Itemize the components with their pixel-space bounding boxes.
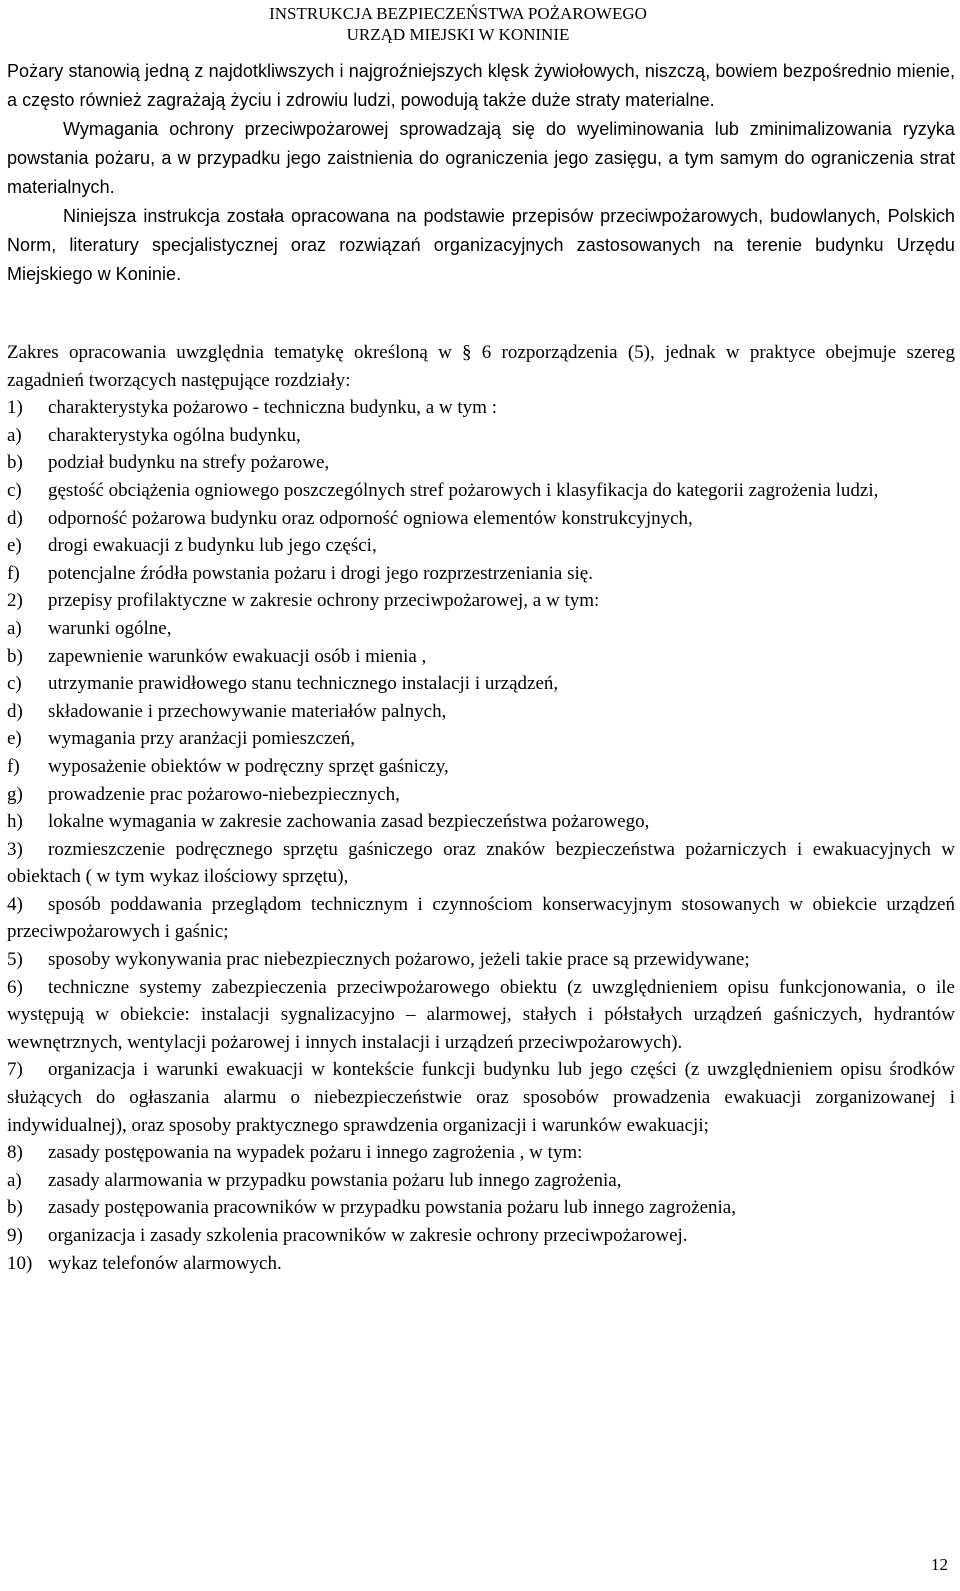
list-item <box>7 698 955 726</box>
list-item <box>7 1056 955 1139</box>
list-item-number: f) <box>7 562 20 584</box>
list-item-number: 1) <box>7 397 23 419</box>
list-item-number: 2) <box>7 590 23 612</box>
list-item <box>7 1250 955 1278</box>
list-item <box>7 615 955 643</box>
list-item-text: warunki ogólne, <box>48 617 172 639</box>
list-item <box>7 836 955 891</box>
list-item <box>7 946 955 974</box>
page-number: 12 <box>931 1555 948 1574</box>
header-subtitle: URZĄD MIEJSKI W KONINIE <box>346 25 570 44</box>
list-item-number: f) <box>7 755 20 777</box>
list-item <box>7 753 955 781</box>
list-item-text: wyposażenie obiektów w podręczny sprzęt gaśniczy, <box>48 755 449 777</box>
list-item-text: zapewnienie warunków ewakuacji osób i mienia , <box>48 645 427 667</box>
list-item-text: składowanie i przechowywanie materiałów palnych, <box>48 700 447 722</box>
intro-paragraph: Pożary stanowią jedną z najdotkliwszych i najgroźniejszych klęsk żywiołowych, niszczą, bowiem bezpośrednio mienie, a często również zagrażają życiu i zdrowiu ludzi, powodują także duże straty materialne. <box>7 61 955 110</box>
list-item-text: charakterystyka ogólna budynku, <box>48 424 301 446</box>
list-item-text: organizacja i warunki ewakuacji w kontekście funkcji budynku lub jego części (z uwzględnieniem opisu środków służących do ogłaszania alarmu o niebezpieczeństwie oraz sposobów prowadzenia ewakuacji zorganizowanej i indywidualnej), oraz sposoby praktycznego sprawdzenia organizacji i warunków ewakuacji; <box>7 1059 955 1136</box>
list-item-number: 8) <box>7 1142 23 1164</box>
list-item-text: lokalne wymagania w zakresie zachowania zasad bezpieczeństwa pożarowego, <box>48 811 650 833</box>
scope-intro: Zakres opracowania uwzględnia tematykę określoną w § 6 rozporządzenia (5), jednak w praktyce obejmuje szereg zagadnień tworzących następujące rozdziały: <box>7 342 955 391</box>
list-item-text: podział budynku na strefy pożarowe, <box>48 452 330 474</box>
list-item-text: zasady postępowania pracowników w przypadku powstania pożaru lub innego zagrożenia, <box>48 1197 736 1219</box>
list-item <box>7 422 955 450</box>
list-item-number: b) <box>7 645 23 667</box>
intro-paragraph: Niniejsza instrukcja została opracowana na podstawie przepisów przeciwpożarowych, budowlanych, Polskich Norm, literatury specjalistycznej oraz rozwiązań organizacyjnych zastosowanych na terenie budynku Urzędu Miejskiego w Koninie. <box>7 206 955 284</box>
list-item <box>7 725 955 753</box>
list-item-text: utrzymanie prawidłowego stanu technicznego instalacji i urządzeń, <box>48 673 559 695</box>
list-item <box>7 974 955 1057</box>
list-item-text: organizacja i zasady szkolenia pracowników w zakresie ochrony przeciwpożarowej. <box>48 1225 688 1246</box>
list-item-text: rozmieszczenie podręcznego sprzętu gaśniczego oraz znaków bezpieczeństwa pożarniczych i ewakuacyjnych w obiektach ( w tym wykaz ilościowy sprzętu), <box>7 838 955 888</box>
list-item <box>7 505 955 533</box>
page-header <box>0 3 960 45</box>
list-item-number: h) <box>7 811 23 833</box>
list-item-number: a) <box>7 1169 22 1191</box>
list-item-text: techniczne systemy zabezpieczenia przeciwpożarowego obiektu (z uwzględnieniem opisu funkcjonowania, o ile występują w obiekcie: instalacji sygnalizacyjno – alarmowej, stałych i półstałych urządzeń gaśniczych, hydrantów wewnętrznych, wentylacji pożarowej i innych instalacji i urządzeń przeciwpożarowych). <box>7 976 955 1053</box>
list-item-number: 7) <box>7 1059 23 1081</box>
list-item-text: przepisy profilaktyczne w zakresie ochrony przeciwpożarowej, a w tym: <box>48 590 600 612</box>
list-item-number: 4) <box>7 893 23 915</box>
chapter-list <box>7 394 955 1277</box>
list-item <box>7 1139 955 1167</box>
list-item-number: d) <box>7 507 23 529</box>
list-item <box>7 1194 955 1222</box>
list-item-number: 6) <box>7 976 23 998</box>
intro-section <box>7 57 955 289</box>
list-item <box>7 532 955 560</box>
list-item-number: b) <box>7 452 23 474</box>
list-item-number: a) <box>7 617 22 639</box>
list-item-text: drogi ewakuacji z budynku lub jego części, <box>48 535 377 557</box>
list-item <box>7 1222 955 1250</box>
list-item-number: d) <box>7 700 23 722</box>
list-item-number: b) <box>7 1197 23 1219</box>
list-item-text: sposób poddawania przeglądom technicznym i czynnościom konserwacyjnym stosowanych w obiekcie urządzeń przeciwpożarowych i gaśnic; <box>7 893 955 943</box>
header-title: INSTRUKCJA BEZPIECZEŃSTWA POŻAROWEGO <box>269 4 647 23</box>
list-item-text: prowadzenie prac pożarowo-niebezpiecznych, <box>48 783 400 805</box>
list-item <box>7 394 955 422</box>
list-item-text: zasady alarmowania w przypadku powstania pożaru lub innego zagrożenia, <box>48 1169 622 1191</box>
list-item-number: e) <box>7 728 22 750</box>
list-item <box>7 808 955 836</box>
list-item-number: g) <box>7 783 23 805</box>
list-item-text: wymagania przy aranżacji pomieszczeń, <box>48 728 356 750</box>
list-item-number: c) <box>7 673 22 695</box>
list-item <box>7 1167 955 1195</box>
list-item-text: sposoby wykonywania prac niebezpiecznych pożarowo, jeżeli takie prace są przewidywane; <box>48 949 750 971</box>
list-item-text: wykaz telefonów alarmowych. <box>48 1252 282 1274</box>
list-item-number: 5) <box>7 949 23 971</box>
list-item-text: odporność pożarowa budynku oraz odporność ogniowa elementów konstrukcyjnych, <box>48 507 693 529</box>
list-item <box>7 587 955 615</box>
list-item-text: charakterystyka pożarowo - techniczna budynku, a w tym : <box>48 397 497 419</box>
scope-section <box>7 339 955 1277</box>
list-item-text: gęstość obciążenia ogniowego poszczególnych stref pożarowych i klasyfikacja do kategorii zagrożenia ludzi, <box>48 479 879 501</box>
list-item-number: 3) <box>7 838 23 860</box>
list-item <box>7 781 955 809</box>
list-item-text: potencjalne źródła powstania pożaru i drogi jego rozprzestrzeniania się. <box>48 562 593 584</box>
list-item-number: 9) <box>7 1225 23 1246</box>
list-item-number: a) <box>7 424 22 446</box>
list-item <box>7 643 955 671</box>
list-item <box>7 477 955 505</box>
list-item <box>7 449 955 477</box>
list-item <box>7 891 955 946</box>
list-item <box>7 560 955 588</box>
list-item <box>7 670 955 698</box>
list-item-number: 10) <box>7 1252 33 1274</box>
intro-paragraph: Wymagania ochrony przeciwpożarowej sprowadzają się do wyeliminowania lub zminimalizowania ryzyka powstania pożaru, a w przypadku jego zaistnienia do ograniczenia jego zasięgu, a tym samym do ograniczenia strat materialnych. <box>7 119 955 197</box>
list-item-number: c) <box>7 479 22 501</box>
list-item-number: e) <box>7 535 22 557</box>
list-item-text: zasady postępowania na wypadek pożaru i innego zagrożenia , w tym: <box>48 1142 583 1164</box>
